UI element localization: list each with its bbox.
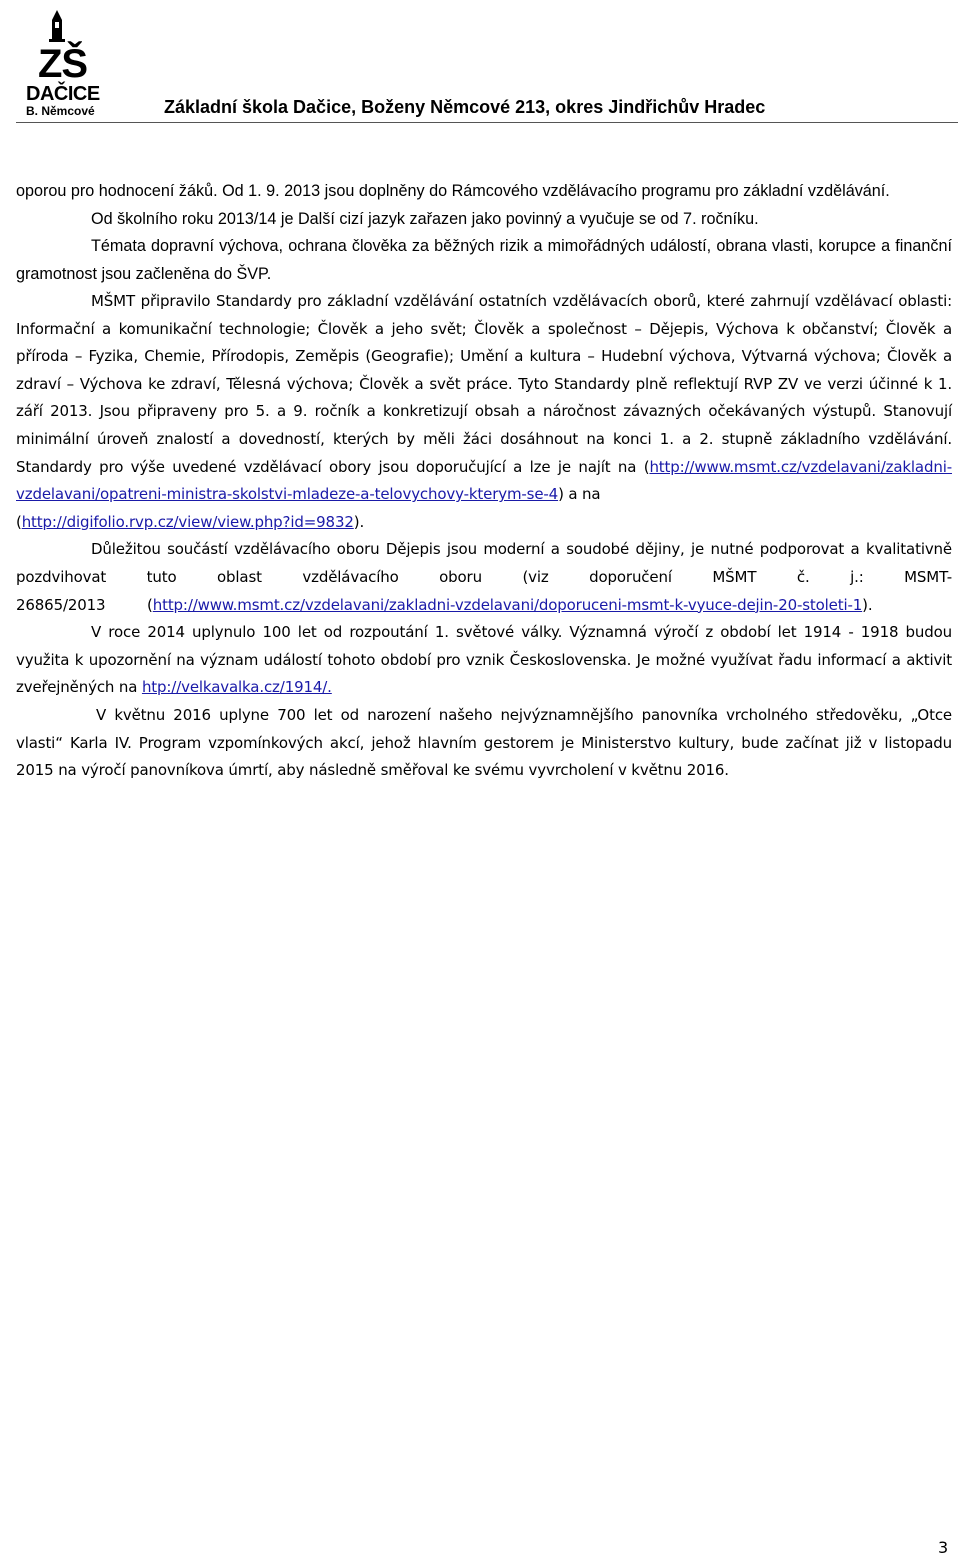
header-divider — [16, 122, 958, 123]
paragraph-6 — [16, 619, 952, 702]
logo-dacice-text: DAČICE — [26, 83, 100, 105]
velkavalka-link[interactable]: htp://velkavalka.cz/1914/. — [141, 678, 332, 697]
paragraph-4-mid: ) a na — [558, 485, 601, 504]
logo-zs-text: ZŠ — [38, 42, 88, 86]
paragraph-7: V květnu 2016 uplyne 700 let od narození našeho nejvýznamnějšího panovníka vrcholného středověku, „Otce vlasti“ Karla IV. Program vzpomínkových akcí, jehož hlavním gestorem je Ministerstvo kultury, bude začínat již v listopadu 2015 na výročí panovníkova úmrtí, aby následně směřoval ke svému vyvrcholení v květnu 2016. — [16, 705, 952, 780]
paragraph-4 — [16, 288, 952, 536]
msmt-history-link[interactable]: http://www.msmt.cz/vzdelavani/zakladni-vzdelavani/doporuceni-msmt-k-vyuce-dejin-20-stoleti-1 — [152, 595, 863, 614]
paragraph-6-text: V roce 2014 uplynulo 100 let od rozpoutání 1. světové války. Významná výročí z období let 1914 - 1918 budou využita k upozornění na význam událostí tohoto období pro vznik Československa. Je možné využívat řadu informací a aktivit zveřejněných na — [16, 623, 952, 697]
digifolio-link[interactable]: http://digifolio.rvp.cz/view/view.php?id=9832 — [21, 512, 354, 531]
paren-close: ). — [353, 512, 365, 531]
paragraph-3: Témata dopravní výchova, ochrana člověka za běžných rizik a mimořádných událostí, obrana vlasti, korupce a finanční gramotnost jsou začleněna do ŠVP. — [16, 237, 952, 283]
paragraph-1: oporou pro hodnocení žáků. Od 1. 9. 2013 jsou doplněny do Rámcového vzdělávacího programu pro základní vzdělávání. — [16, 182, 890, 200]
msmt-standards-link[interactable]: http://www.msmt.cz/vzdelavani/zakladni-vzdelavani/opatreni-ministra-skolstvi-mladeze-a-telovychovy-kterym-se-4 — [16, 457, 952, 504]
paren-open: ( — [643, 457, 650, 476]
paragraph-4-text: MŠMT připravilo Standardy pro základní vzdělávání ostatních vzdělávacích oborů, které zahrnují vzdělávací oblasti: Informační a komunikační technologie; Člověk a jeho svět; Člověk a společnost – Dějepis, Výchova k občanství; Člověk a příroda – Fyzika, Chemie, Přírodopis, Zeměpis (Geografie); Umění a kultura – Hudební výchova, Výtvarná výchova; Člověk a zdraví – Výchova ke zdraví, Tělesná výchova; Člověk a svět práce. Tyto Standardy plně reflektují RVP ZV ve verzi účinné k 1. září 2013. Jsou připraveny pro 5. a 9. ročník a konkretizují obsah a náročnost závazných očekávaných výstupů. Stanovují minimální úroveň znalostí a dovedností, kterých by měli žáci dosáhnout na konci 1. a 2. stupně základního vzdělávání. Standardy pro výše uvedené vzdělávací obory jsou doporučující a lze je najít na — [16, 292, 952, 476]
paren-open-2: ( — [16, 512, 22, 531]
logo-nemcove-text: B. Němcové — [26, 104, 95, 118]
school-title: Základní škola Dačice, Boženy Němcové 213, okres Jindřichův Hradec — [164, 97, 766, 117]
paragraph-2: Od školního roku 2013/14 je Další cizí jazyk zařazen jako povinný a vyučuje se od 7. ročníku. — [91, 209, 759, 228]
document-body — [16, 178, 952, 785]
paren-close-2: ). — [862, 595, 873, 614]
paren-open-3: ( — [147, 595, 153, 614]
page-header — [0, 0, 960, 125]
paragraph-5 — [16, 536, 952, 619]
paragraph-5-text: Důležitou součástí vzdělávacího oboru Dějepis jsou moderní a soudobé dějiny, je nutné podporovat a kvalitativně pozdvihovat tuto oblast vzdělávacího oboru (viz doporučení MŠMT č. j.: MSMT-26865/2013 — [16, 540, 952, 614]
school-logo — [24, 6, 104, 118]
page-number: 3 — [938, 1538, 949, 1557]
